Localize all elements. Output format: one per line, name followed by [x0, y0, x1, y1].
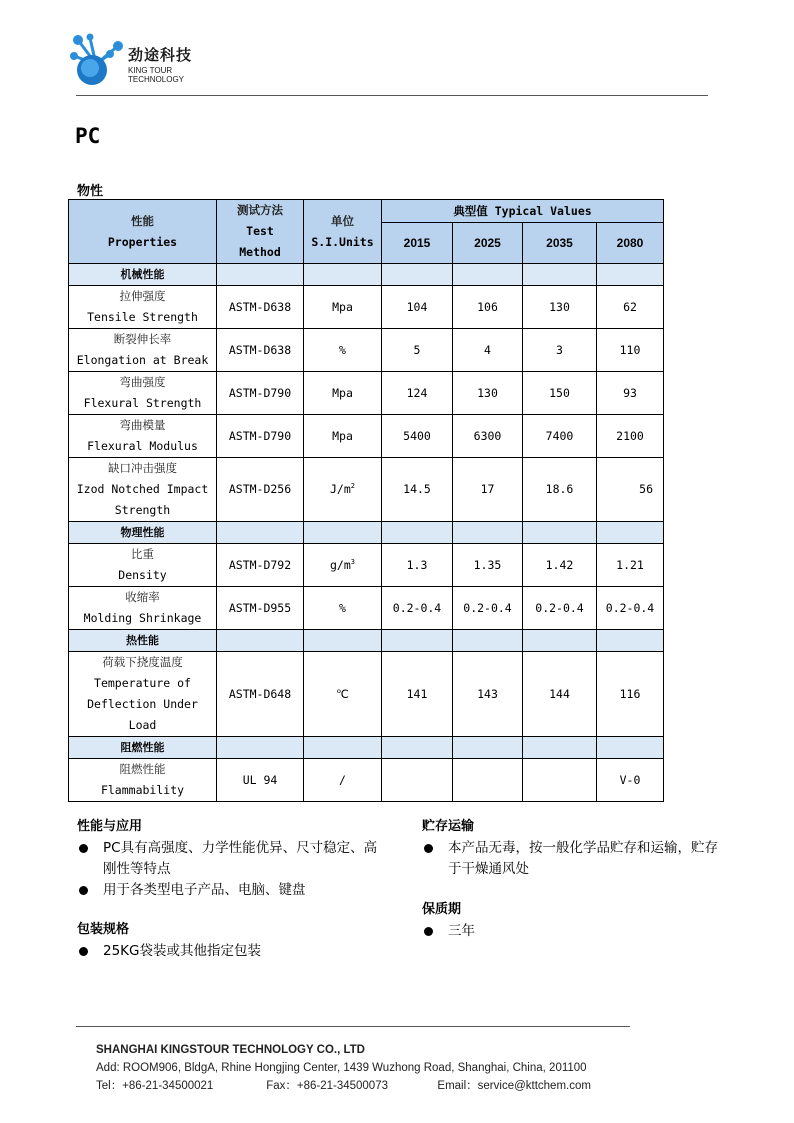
section-title: 贮存运输	[422, 819, 475, 834]
unit-exponent: 3	[350, 557, 355, 566]
table-row	[69, 587, 664, 630]
bullet-icon	[424, 844, 433, 853]
section-title: 包装规格	[77, 922, 130, 937]
header-text: Properties	[107, 234, 178, 249]
value-cell: 106	[453, 286, 523, 329]
list-item-text: 三年	[448, 923, 475, 939]
property-cn: 比重	[131, 547, 154, 561]
company-logo	[70, 30, 210, 92]
unit-base: J/m	[330, 482, 351, 496]
table-row	[69, 458, 664, 522]
value-cell: 1.42	[523, 544, 597, 587]
property-en: Tensile Strength	[87, 310, 198, 324]
value-cell: 1.21	[597, 544, 664, 587]
header-text: 测试方法	[237, 203, 283, 217]
property-en: Strength	[114, 503, 171, 517]
unit: %	[304, 329, 382, 372]
table-row	[69, 544, 664, 587]
table-row	[69, 652, 664, 737]
table-row	[69, 329, 664, 372]
footer-email: Email：service@kttchem.com	[437, 1080, 591, 1092]
footer	[96, 1041, 591, 1095]
property-en: Flexural Strength	[83, 396, 202, 410]
value-cell: 1.35	[453, 544, 523, 587]
header-typical-values: 典型值 Typical Values	[382, 200, 664, 223]
property-name	[69, 286, 217, 329]
value-cell: 93	[597, 372, 664, 415]
list-item	[422, 838, 722, 880]
value-cell: 0.2-0.4	[382, 587, 453, 630]
value-cell: 141	[382, 652, 453, 737]
test-method: ASTM-D790	[217, 415, 304, 458]
header-model: 2015	[382, 223, 453, 264]
category-row	[69, 522, 664, 544]
bullet-icon	[424, 927, 433, 936]
header-properties	[69, 200, 217, 264]
shelf-life-section	[422, 898, 722, 942]
list-item-text: 用于各类型电子产品、电脑、键盘	[103, 882, 306, 898]
value-cell	[382, 759, 453, 802]
header-units	[304, 200, 382, 264]
property-en: Elongation at Break	[76, 353, 209, 367]
value-cell: 143	[453, 652, 523, 737]
property-en: Izod Notched Impact	[76, 482, 209, 496]
list-item	[77, 941, 387, 962]
list-item	[77, 880, 387, 901]
unit-base: g/m	[330, 557, 351, 572]
test-method: ASTM-D792	[217, 544, 304, 587]
property-cn: 弯曲模量	[119, 418, 166, 432]
category-row	[69, 737, 664, 759]
value-cell: 5400	[382, 415, 453, 458]
footer-divider	[76, 1026, 630, 1027]
value-cell: 130	[453, 372, 523, 415]
list-item-text: 25KG袋装或其他指定包装	[103, 943, 261, 959]
molecule-logo-icon	[70, 30, 128, 92]
property-name	[69, 372, 217, 415]
value-cell	[523, 759, 597, 802]
product-title: PC	[75, 124, 101, 148]
list-item-text: PC具有高强度、力学性能优异、尺寸稳定、高刚性等特点	[103, 840, 378, 877]
brand-en-line: KING TOUR	[128, 66, 173, 75]
property-en: Density	[118, 568, 167, 582]
header-text: S.I.Units	[311, 234, 374, 249]
property-cn: 断裂伸长率	[113, 332, 172, 346]
packaging-section	[77, 918, 387, 962]
value-cell: 7400	[523, 415, 597, 458]
value-cell: 1.3	[382, 544, 453, 587]
value-cell: 124	[382, 372, 453, 415]
value-cell: 110	[597, 329, 664, 372]
unit: %	[304, 587, 382, 630]
header-divider	[76, 95, 708, 96]
value-cell: 56	[597, 458, 664, 522]
value-cell: 62	[597, 286, 664, 329]
header-model: 2080	[597, 223, 664, 264]
category-label: 热性能	[69, 630, 217, 652]
property-en: Molding Shrinkage	[83, 611, 202, 625]
unit: Mpa	[304, 415, 382, 458]
property-cn: 缺口冲击强度	[108, 461, 177, 475]
category-row	[69, 630, 664, 652]
test-method: ASTM-D256	[217, 458, 304, 522]
property-name	[69, 759, 217, 802]
test-method: ASTM-D955	[217, 587, 304, 630]
test-method: ASTM-D638	[217, 329, 304, 372]
value-cell: 14.5	[382, 458, 453, 522]
value-cell: 3	[523, 329, 597, 372]
brand-en-line: TECHNOLOGY	[128, 75, 185, 84]
table-row	[69, 759, 664, 802]
unit: /	[304, 759, 382, 802]
table-row	[69, 415, 664, 458]
category-label: 阻燃性能	[69, 737, 217, 759]
list-item	[422, 921, 722, 942]
property-name	[69, 415, 217, 458]
footer-company: SHANGHAI KINGSTOUR TECHNOLOGY CO., LTD	[96, 1044, 365, 1056]
value-cell: 130	[523, 286, 597, 329]
value-cell: 6300	[453, 415, 523, 458]
property-name	[69, 329, 217, 372]
value-cell: 116	[597, 652, 664, 737]
value-cell: 2100	[597, 415, 664, 458]
unit: Mpa	[304, 286, 382, 329]
property-en: Temperature of	[94, 676, 191, 690]
unit	[304, 458, 382, 522]
section-title: 保质期	[422, 902, 462, 917]
property-name	[69, 458, 217, 522]
unit: Mpa	[304, 372, 382, 415]
property-cn: 荷载下挠度温度	[102, 655, 183, 669]
value-cell: 0.2-0.4	[453, 587, 523, 630]
table-row	[69, 286, 664, 329]
footer-address: Add: ROOM906, BldgA, Rhine Hongjing Center, 1439 Wuzhong Road, Shanghai, China, 201100	[96, 1062, 587, 1074]
storage-section	[422, 815, 722, 880]
section-title: 性能与应用	[77, 819, 143, 834]
features-section	[77, 815, 387, 901]
brand-name-cn: 劲途科技	[128, 46, 193, 64]
value-cell: 0.2-0.4	[597, 587, 664, 630]
category-row	[69, 264, 664, 286]
property-cn: 拉伸强度	[119, 289, 166, 303]
header-test-method	[217, 200, 304, 264]
test-method: UL 94	[217, 759, 304, 802]
bullet-icon	[79, 947, 88, 956]
header-text: 单位	[331, 213, 354, 228]
header-model: 2025	[453, 223, 523, 264]
property-name	[69, 587, 217, 630]
value-cell	[453, 759, 523, 802]
property-en: Load	[128, 718, 157, 732]
bullet-icon	[79, 886, 88, 895]
property-en: Flammability	[100, 783, 185, 797]
brand-name-en	[128, 66, 184, 84]
header-model: 2035	[523, 223, 597, 264]
footer-tel: Tel：+86-21-34500021	[96, 1080, 214, 1092]
property-cn: 阻燃性能	[119, 762, 166, 776]
footer-fax: Fax：+86-21-34500073	[266, 1080, 388, 1092]
property-en: Flexural Modulus	[87, 439, 198, 453]
value-cell: 144	[523, 652, 597, 737]
category-label: 机械性能	[69, 264, 217, 286]
footer-contact	[96, 1077, 591, 1095]
value-cell: 5	[382, 329, 453, 372]
property-name	[69, 544, 217, 587]
bullet-icon	[79, 844, 88, 853]
header-text: Test	[246, 224, 274, 238]
test-method: ASTM-D790	[217, 372, 304, 415]
value-cell: 18.6	[523, 458, 597, 522]
table-row	[69, 372, 664, 415]
property-en: Deflection Under	[87, 697, 198, 711]
category-label: 物理性能	[69, 522, 217, 544]
unit-exponent: 2	[350, 482, 355, 491]
properties-table	[68, 199, 664, 802]
unit: ℃	[304, 652, 382, 737]
value-cell: 104	[382, 286, 453, 329]
value-cell: 150	[523, 372, 597, 415]
value-cell: 0.2-0.4	[523, 587, 597, 630]
test-method: ASTM-D638	[217, 286, 304, 329]
property-cn: 弯曲强度	[119, 375, 166, 389]
header-text: Method	[239, 245, 281, 259]
list-item	[77, 838, 387, 880]
value-cell: 17	[453, 458, 523, 522]
value-cell: V-0	[597, 759, 664, 802]
test-method: ASTM-D648	[217, 652, 304, 737]
header-text: 性能	[131, 213, 154, 228]
property-name	[69, 652, 217, 737]
list-item-text: 本产品无毒，按一般化学品贮存和运输，贮存于干燥通风处	[448, 840, 718, 877]
unit	[304, 544, 382, 587]
value-cell: 4	[453, 329, 523, 372]
section-label: 物性	[77, 184, 104, 199]
property-cn: 收缩率	[125, 590, 160, 604]
